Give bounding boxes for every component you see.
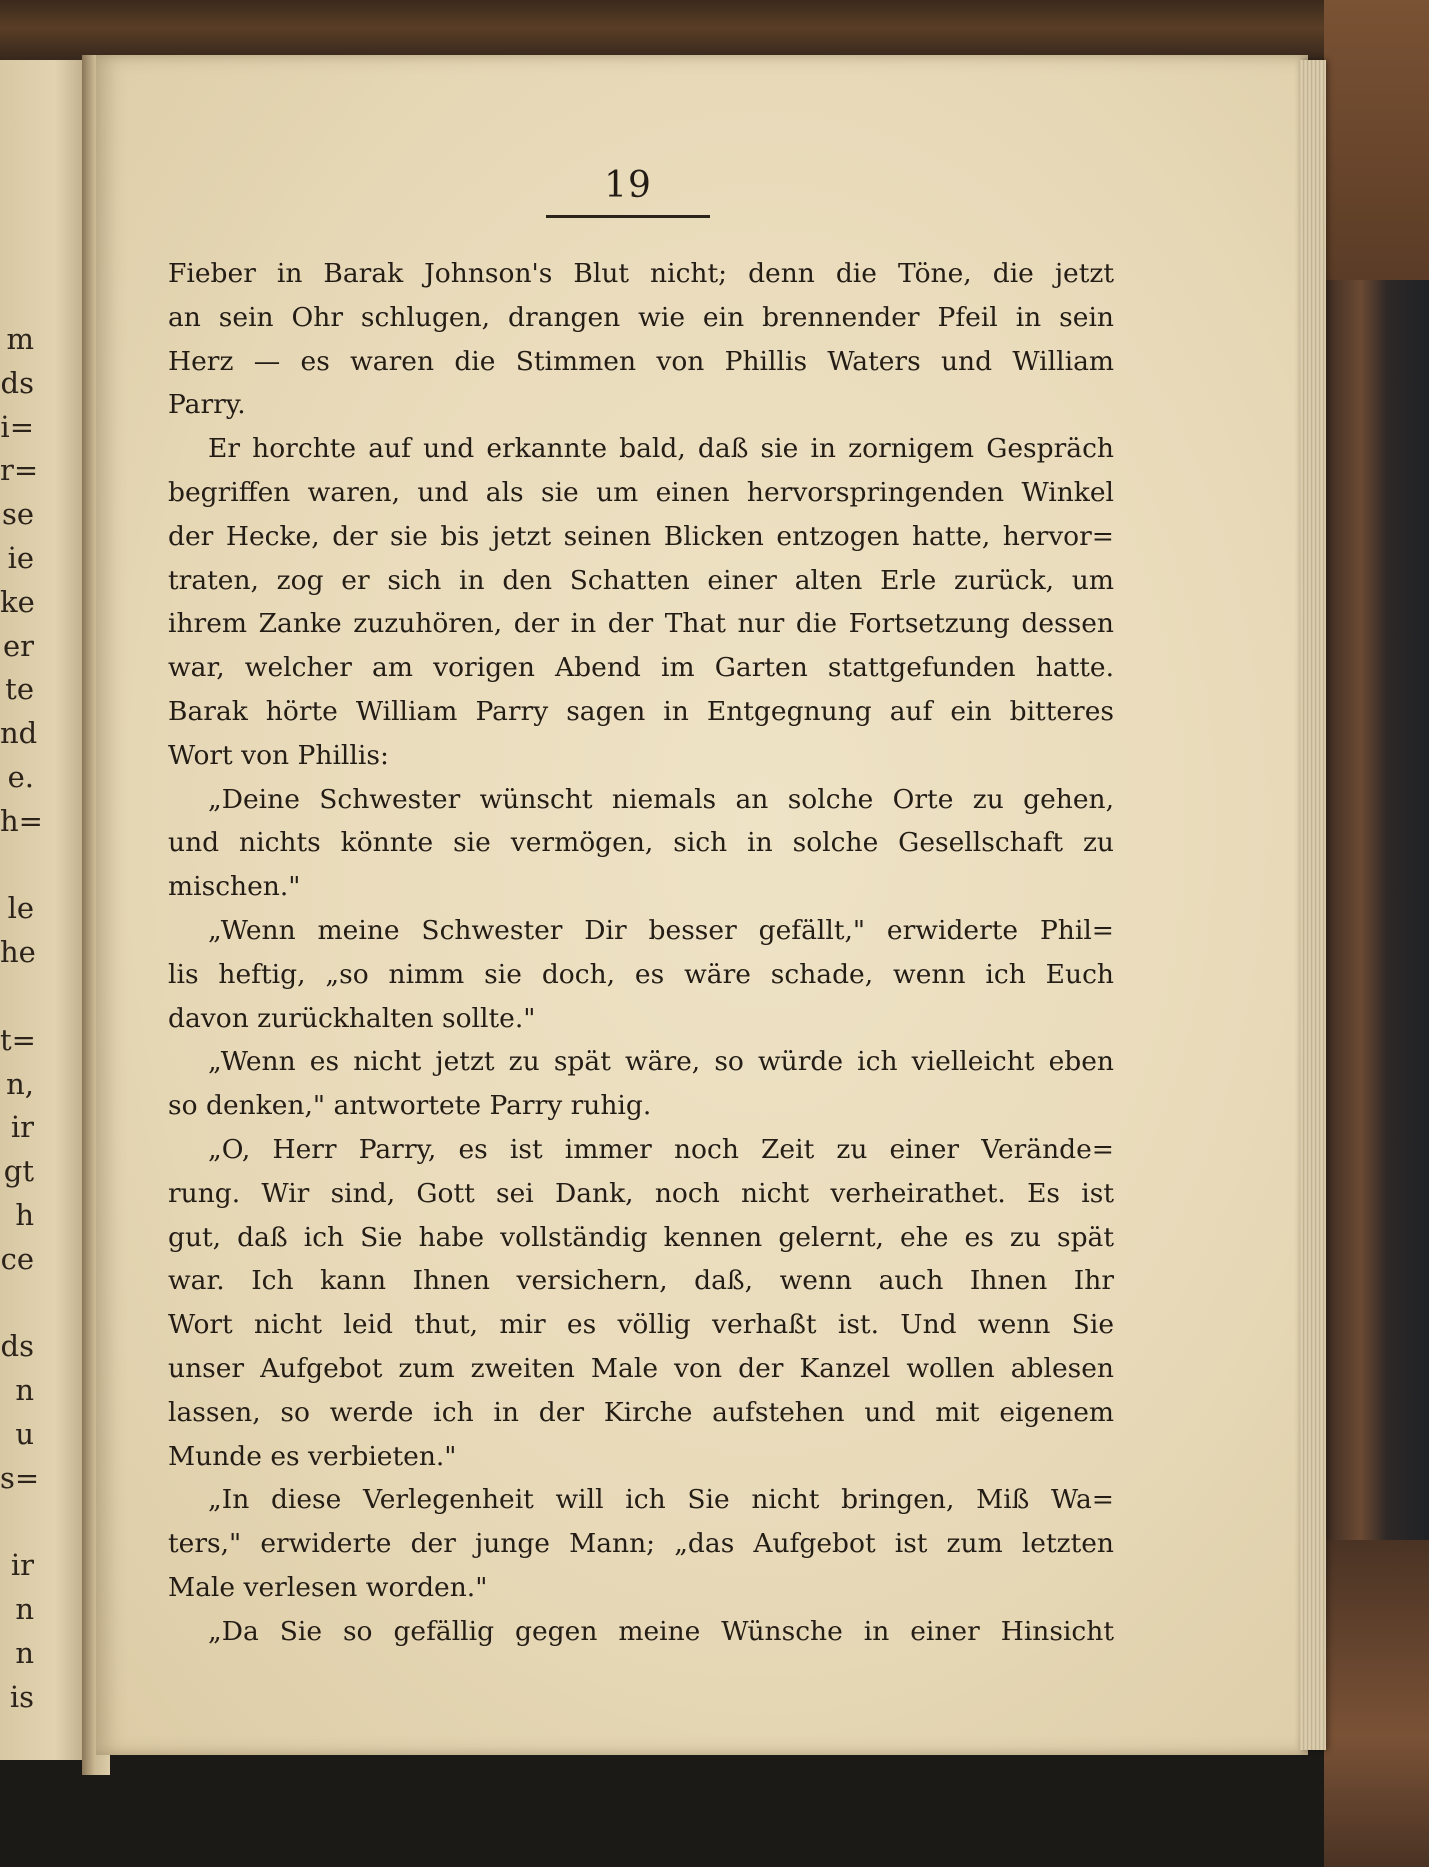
text-line: Wort von Phillis: bbox=[168, 739, 389, 771]
text-line: Male verlesen worden." bbox=[168, 1571, 488, 1603]
text-line: davon zurückhalten sollte." bbox=[168, 1002, 536, 1034]
left-page-fragment: s= bbox=[0, 1460, 40, 1495]
text-line: so denken," antwortete Parry ruhig. bbox=[168, 1090, 652, 1122]
left-page-fragment: ce bbox=[0, 1241, 34, 1276]
body-text bbox=[168, 252, 1114, 1654]
left-page-fragment: le bbox=[7, 891, 34, 926]
text-line: war, welcher am vorigen Abend im Garten stattgefunden hatte. bbox=[168, 652, 1114, 684]
left-page-fragment: ds bbox=[0, 1329, 34, 1364]
left-page-fragment bbox=[0, 975, 34, 1019]
text-line: „Wenn meine Schwester Dir besser gefällt," erwiderte Phil= bbox=[208, 914, 1114, 946]
left-page-fragment: n, bbox=[6, 1066, 34, 1101]
text-line: an sein Ohr schlugen, drangen wie ein brennender Pfeil in sein bbox=[168, 301, 1114, 333]
left-page-fragment: u bbox=[15, 1416, 34, 1451]
leather-corner-bottom bbox=[1324, 1540, 1429, 1867]
page-number: 19 bbox=[604, 165, 652, 206]
text-line: unser Aufgebot zum zweiten Male von der Kanzel wollen ablesen bbox=[168, 1352, 1114, 1384]
left-page-fragment bbox=[0, 1282, 34, 1326]
text-line: begriffen waren, und als sie um einen hervorspringenden Winkel bbox=[168, 476, 1114, 508]
text-line: Er horchte auf und erkannte bald, daß sie in zornigem Gespräch bbox=[208, 433, 1114, 465]
left-page-fragment: he bbox=[0, 935, 36, 970]
left-page-fragment: m bbox=[6, 322, 34, 356]
text-line: lis heftig, „so nimm sie doch, es wäre schade, wenn ich Euch bbox=[168, 958, 1114, 990]
text-line: „Wenn es nicht jetzt zu spät wäre, so würde ich vielleicht eben bbox=[208, 1046, 1114, 1078]
text-line: Fieber in Barak Johnson's Blut nicht; denn die Töne, die jetzt bbox=[168, 258, 1114, 289]
left-page-fragment: is bbox=[9, 1679, 34, 1714]
left-page-fragment: se bbox=[1, 497, 34, 532]
text-line: Parry. bbox=[168, 389, 246, 421]
text-line: „O, Herr Parry, es ist immer noch Zeit zu einer Verände= bbox=[208, 1133, 1114, 1165]
text-line: „In diese Verlegenheit will ich Sie nicht bringen, Miß Wa= bbox=[208, 1484, 1114, 1516]
left-page-fragment: t= bbox=[0, 1022, 36, 1057]
left-page-fragment: h bbox=[15, 1197, 34, 1232]
text-line: und nichts könnte sie vermögen, sich in solche Gesellschaft zu bbox=[168, 827, 1114, 859]
left-page-fragment: ir bbox=[10, 1548, 34, 1583]
left-page-fragment: n bbox=[15, 1592, 34, 1627]
left-page-fragment bbox=[0, 844, 34, 888]
left-page-text-fragments bbox=[0, 318, 43, 1720]
left-page-fragment: n bbox=[15, 1635, 34, 1670]
text-line: ters," erwiderte der junge Mann; „das Aufgebot ist zum letzten bbox=[168, 1528, 1114, 1560]
text-line: Wort nicht leid thut, mir es völlig verhaßt ist. Und wenn Sie bbox=[168, 1309, 1114, 1341]
left-page-edge bbox=[0, 60, 92, 1760]
text-line: Barak hörte William Parry sagen in Entgegnung auf ein bitteres bbox=[168, 695, 1114, 727]
text-line: der Hecke, der sie bis jetzt seinen Blicken entzogen hatte, hervor= bbox=[168, 520, 1114, 552]
leather-corner-top bbox=[1324, 0, 1429, 280]
text-line: mischen." bbox=[168, 871, 301, 903]
left-page-fragment: ir bbox=[10, 1110, 34, 1145]
text-line: war. Ich kann Ihnen versichern, daß, wenn auch Ihnen Ihr bbox=[168, 1265, 1114, 1297]
text-line: ihrem Zanke zuzuhören, der in der That nur die Fortsetzung dessen bbox=[168, 608, 1114, 640]
left-page-fragment: r= bbox=[0, 453, 39, 488]
left-page-fragment: nd bbox=[0, 716, 38, 751]
text-line: Herz — es waren die Stimmen von Phillis Waters und William bbox=[168, 345, 1114, 377]
left-page-fragment: te bbox=[5, 672, 34, 707]
text-line: „Deine Schwester wünscht niemals an solche Orte zu gehen, bbox=[208, 783, 1114, 815]
left-page-fragment: n bbox=[15, 1373, 34, 1408]
text-line: gut, daß ich Sie habe vollständig kennen gelernt, ehe es zu spät bbox=[168, 1221, 1114, 1253]
left-page-fragment: e. bbox=[7, 759, 34, 794]
left-page-fragment bbox=[0, 1501, 34, 1545]
text-line: traten, zog er sich in den Schatten einer alten Erle zurück, um bbox=[168, 564, 1114, 596]
text-line: rung. Wir sind, Gott sei Dank, noch nicht verheirathet. Es ist bbox=[168, 1177, 1114, 1209]
left-page-fragment: ds bbox=[0, 365, 34, 400]
left-page-fragment: gt bbox=[3, 1154, 34, 1189]
left-page-fragment: h= bbox=[0, 803, 43, 838]
page-number-rule bbox=[546, 215, 710, 218]
page-stack-edges bbox=[1300, 60, 1326, 1750]
left-page-fragment: i= bbox=[0, 409, 34, 444]
left-page-fragment: ie bbox=[7, 540, 34, 575]
text-line: Munde es verbieten." bbox=[168, 1440, 457, 1472]
text-line: lassen, so werde ich in der Kirche aufstehen und mit eigenem bbox=[168, 1396, 1114, 1428]
left-page-fragment: ke bbox=[0, 584, 35, 619]
text-line: „Da Sie so gefällig gegen meine Wünsche in einer Hinsicht bbox=[208, 1615, 1114, 1647]
left-page-fragment: er bbox=[2, 628, 34, 663]
